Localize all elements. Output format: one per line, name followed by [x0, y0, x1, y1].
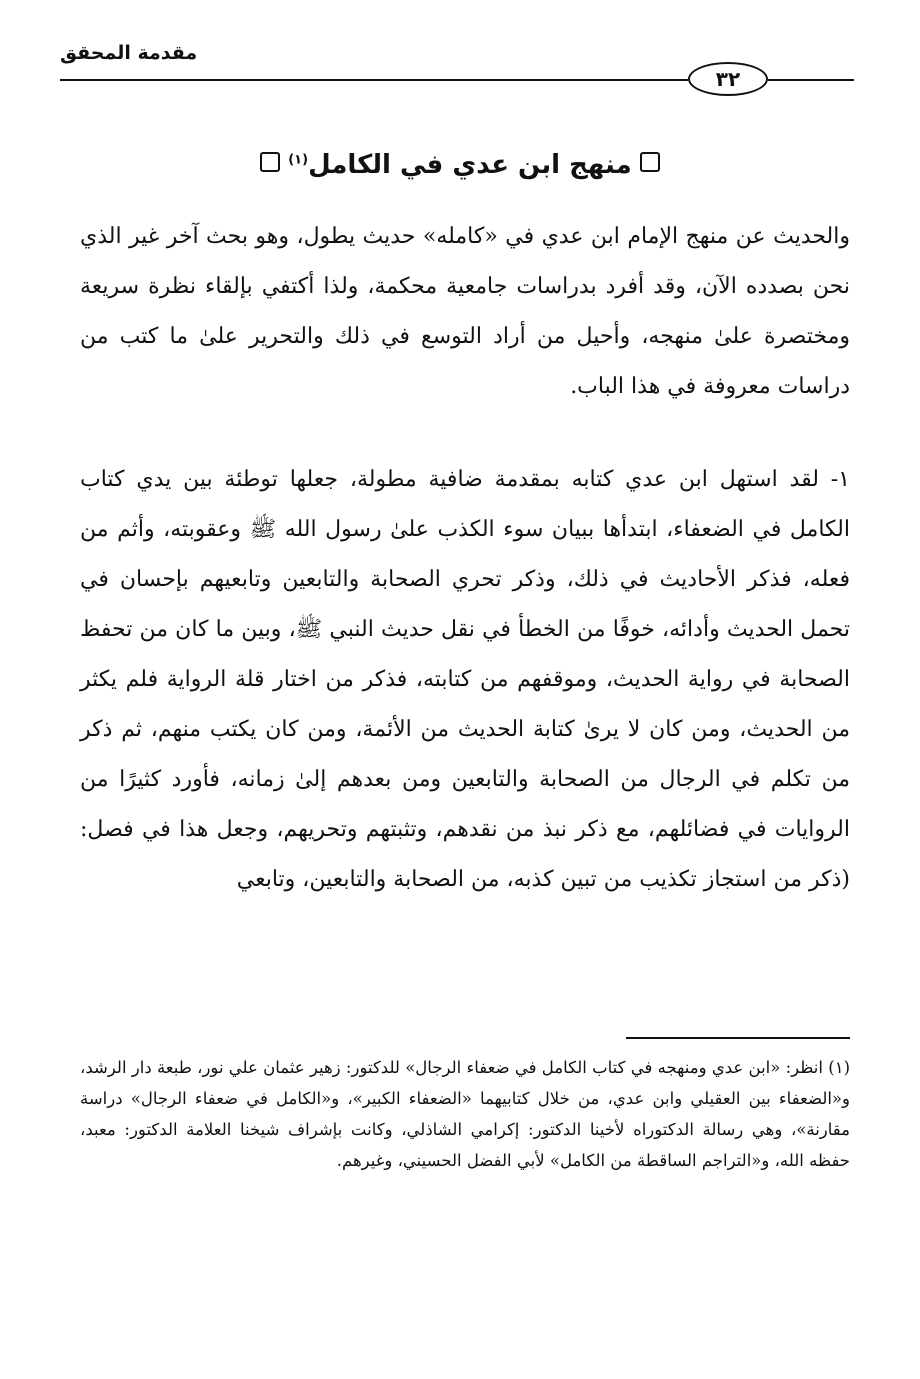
header-rule-left	[60, 79, 688, 81]
square-bullet-icon	[260, 152, 280, 172]
footnote-separator	[626, 1037, 850, 1039]
square-bullet-icon	[640, 152, 660, 172]
header-rule-right	[768, 79, 854, 81]
section-title-text	[288, 150, 632, 180]
running-head: مقدمة المحقق	[60, 42, 198, 64]
footnote-marker: (١)	[288, 152, 309, 167]
page-number: ٣٢	[688, 62, 768, 96]
section-title	[60, 140, 860, 185]
section-title-label: منهج ابن عدي في الكامل	[308, 149, 632, 180]
body-paragraph-1: والحديث عن منهج الإمام ابن عدي في «كامله» حديث يطول، وهو بحث آخر غير الذي نحن بصدده الآن، وقد أفرد بدراسات جامعية محكمة، ولذا أكتفي بإلقاء نظرة سريعة ومختصرة علىٰ منهجه، وأحيل من أراد التوسع في ذلك والتحرير علىٰ ما كتب من دراسات معروفة في هذا الباب.	[80, 224, 850, 399]
body-paragraph-2: ١- لقد استهل ابن عدي كتابه بمقدمة ضافية مطولة، جعلها توطئة بين يدي كتاب الكامل في الضعفاء، ابتدأها ببيان سوء الكذب علىٰ رسول الله ﷺ وعقوبته، وأثم من فعله، فذكر الأحاديث في ذلك، وذكر تحري الصحابة والتابعين وتابعيهم بإحسان في تحمل الحديث وأدائه، خوفًا من الخطأ في نقل حديث النبي ﷺ، وبين ما كان من تحفظ الصحابة في رواية الحديث، وموقفهم من كتابته، فذكر من اختار قلة الرواية فلم يكثر من الحديث، ومن كان لا يرىٰ كتابة الحديث من الأئمة، ومن كان يكتب منهم، ثم ذكر من تكلم في الرجال من الصحابة والتابعين ومن بعدهم إلىٰ زمانه، فأورد كثيرًا من الروايات في فضائلهم، مع ذكر نبذ من نقدهم، وتثبتهم وتحريهم، وجعل هذا في فصل: (ذكر من استجاز تكذيب من تبين كذبه، من الصحابة والتابعين، وتابعي	[80, 467, 850, 892]
footnote: (١) انظر: «ابن عدي ومنهجه في كتاب الكامل في ضعفاء الرجال» للدكتور: زهير عثمان علي نور، طبعة دار الرشد، و«الضعفاء بين العقيلي وابن عدي، من خلال كتابيهما «الضعفاء الكبير»، و«الكامل في ضعفاء الرجال» دراسة مقارنة»، وهي رسالة الدكتوراه لأخينا الدكتور: إكرامي الشاذلي، وكانت بإشراف شيخنا العلامة الدكتور: معبد، حفظه الله، و«التراجم الساقطة من الكامل» لأبي الفضل الحسيني، وغيرهم.	[80, 1058, 850, 1170]
